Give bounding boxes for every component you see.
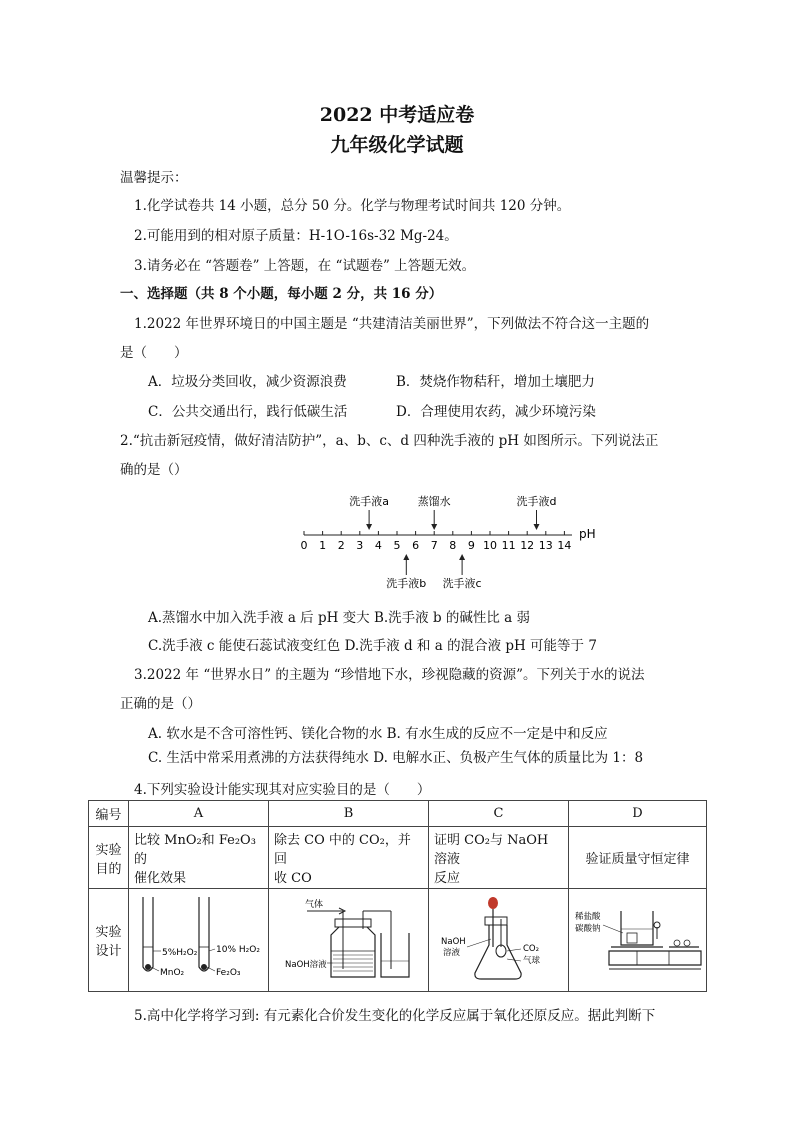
design-a-cell [129, 889, 269, 992]
ph-tick-label: 6 [412, 539, 420, 552]
figure-a-test-tubes [129, 889, 269, 987]
q1-option-b: B．焚烧作物秸秆，增加土壤肥力 [396, 374, 595, 390]
ph-marker-arrowhead [403, 554, 409, 560]
ph-marker-label: 洗手液c [442, 577, 482, 590]
q2-stem-line1: 2.“抗击新冠疫情，做好清洁防护”，a、b、c、d 四种洗手液的 pH 如图所示。下列说法正 [120, 433, 659, 449]
fig-a-label-10pct: 10% H₂O₂ [216, 945, 260, 955]
purpose-b-cell [269, 827, 429, 889]
q3-options-line1: A. 软水是不含可溶性钙、镁化合物的水 B. 有水生成的反应不一定是中和反应 [148, 726, 608, 742]
ph-marker-arrowhead [534, 524, 540, 530]
design-b-cell [269, 889, 429, 992]
ph-unit-label: pH [579, 527, 596, 541]
ph-marker-arrowhead [366, 524, 372, 530]
table-header-row [89, 801, 707, 827]
q1-option-a: A．垃圾分类回收，减少资源浪费 [148, 374, 347, 390]
q1-stem-line1: 1.2022 年世界环境日的中国主题是 “共建清洁美丽世界”，下列做法不符合这一主题的 [134, 316, 650, 332]
ph-tick-label: 10 [483, 539, 497, 552]
ph-marker-label: 洗手液d [516, 495, 557, 508]
design-d-cell [569, 889, 707, 992]
exam-title: 2022 中考适应卷 [319, 104, 475, 126]
q2-options-line1: A.蒸馏水中加入洗手液 a 后 pH 变大 B.洗手液 b 的碱性比 a 弱 [148, 610, 531, 626]
purpose-label-line2: 目的 [95, 861, 122, 877]
purpose-c-line2: 反应 [434, 871, 461, 886]
section-heading: 一、选择题（共 8 个小题，每小题 2 分，共 16 分） [120, 286, 443, 302]
header-cell-d: D [569, 801, 707, 827]
header-cell-no: 编号 [89, 801, 129, 827]
q5-stem-line1: 5.高中化学将学习到: 有元素化合价发生变化的化学反应属于氧化还原反应。据此判断下 [134, 1008, 656, 1024]
ph-tick-label: 14 [557, 539, 572, 552]
q2-stem-line2: 确的是（） [120, 462, 188, 478]
ph-tick-label: 0 [300, 539, 308, 552]
ph-tick-label: 7 [430, 539, 438, 552]
purpose-c-line1: 证明 CO₂与 NaOH 溶液 [434, 833, 549, 867]
ph-tick-label: 9 [467, 539, 475, 552]
fig-d-label-acid: 稀盐酸 [575, 912, 601, 922]
ph-tick-label: 3 [356, 539, 364, 552]
purpose-d-cell [569, 827, 707, 889]
fig-a-label-5pct: 5%H₂O₂ [162, 948, 198, 958]
design-label-line1: 实验 [95, 925, 122, 940]
header-cell-b: B [269, 801, 429, 827]
fig-b-label-naoh: NaOH溶液 [285, 960, 327, 970]
fig-c-label-balloon: 气球 [523, 956, 541, 966]
ph-marker-label: 蒸馏水 [417, 495, 451, 508]
figure-d-balance [569, 889, 707, 987]
ph-marker-arrowhead [431, 524, 437, 530]
q3-stem-line1: 3.2022 年 “世界水日” 的主题为 “珍惜地下水，珍视隐藏的资源”。下列关于水的说法 [134, 667, 645, 683]
ph-tick-label: 11 [501, 539, 516, 552]
fig-a-label-fe2o3: Fe₂O₃ [216, 968, 241, 978]
table-design-row [89, 889, 707, 992]
q1-option-c: C．公共交通出行，践行低碳生活 [148, 404, 348, 420]
tip-item-2: 2.可能用到的相对原子质量：H-1O-16s-32 Mg-24。 [134, 228, 458, 244]
fig-c-label-naoh: NaOH [441, 937, 466, 947]
design-label-cell [89, 889, 129, 992]
fig-c-label-solution: 溶液 [443, 948, 461, 958]
ph-marker-arrowhead [459, 554, 465, 560]
purpose-c-cell [429, 827, 569, 889]
purpose-b-line1: 除去 CO 中的 CO₂，并回 [274, 833, 411, 867]
ph-marker-label: 洗手液a [349, 495, 389, 508]
ph-marker-label: 洗手液b [386, 577, 427, 590]
ph-tick-label: 1 [319, 539, 327, 552]
header-cell-c: C [429, 801, 569, 827]
q4-stem: 4.下列实验设计能实现其对应实验目的是（ ） [134, 782, 431, 798]
purpose-d-line1: 验证质量守恒定律 [585, 852, 690, 867]
q1-stem-line2: 是（ ） [120, 345, 188, 361]
ph-tick-label: 5 [393, 539, 401, 552]
figure-b-gas-bottle [269, 889, 429, 987]
fig-d-label-carbonate: 碳酸钠 [575, 924, 601, 934]
tip-item-3: 3.请务必在 “答题卷” 上答题，在 “试题卷” 上答题无效。 [134, 258, 476, 274]
exam-subtitle: 九年级化学试题 [330, 134, 464, 156]
fig-a-label-mno2: MnO₂ [160, 968, 185, 978]
design-c-cell [429, 889, 569, 992]
q3-stem-line2: 正确的是（） [120, 696, 201, 712]
ph-tick-label: 4 [374, 539, 382, 552]
purpose-a-line1: 比较 MnO₂和 Fe₂O₃的 [134, 833, 256, 867]
ph-tick-label: 2 [337, 539, 345, 552]
purpose-a-cell [129, 827, 269, 889]
q3-options-line2: C. 生活中常采用煮沸的方法获得纯水 D. 电解水正、负极产生气体的质量比为 1：8 [148, 750, 644, 766]
purpose-a-line2: 催化效果 [134, 871, 187, 886]
header-cell-a: A [129, 801, 269, 827]
ph-tick-label: 13 [538, 539, 553, 552]
purpose-label-cell [89, 827, 129, 889]
figure-c-flask [429, 889, 569, 987]
tip-item-1: 1.化学试卷共 14 小题，总分 50 分。化学与物理考试时间共 120 分钟。 [134, 198, 571, 214]
tips-heading: 温馨提示： [120, 170, 188, 186]
ph-tick-label: 12 [520, 539, 535, 552]
q1-option-d: D．合理使用农药，减少环境污染 [396, 404, 596, 420]
fig-b-label-gas: 气体 [305, 900, 324, 910]
table-purpose-row [89, 827, 707, 889]
ph-tick-label: 8 [449, 539, 457, 552]
ph-scale-figure [290, 490, 610, 590]
q4-experiment-table [88, 800, 707, 992]
purpose-label-line1: 实验 [95, 842, 122, 858]
fig-c-label-co2: CO₂ [523, 944, 540, 954]
purpose-b-line2: 收 CO [274, 871, 312, 886]
q2-options-line2: C.洗手液 c 能使石蕊试液变红色 D.洗手液 d 和 a 的混合液 pH 可能等于 7 [148, 638, 597, 654]
design-label-line2: 设计 [95, 944, 122, 959]
